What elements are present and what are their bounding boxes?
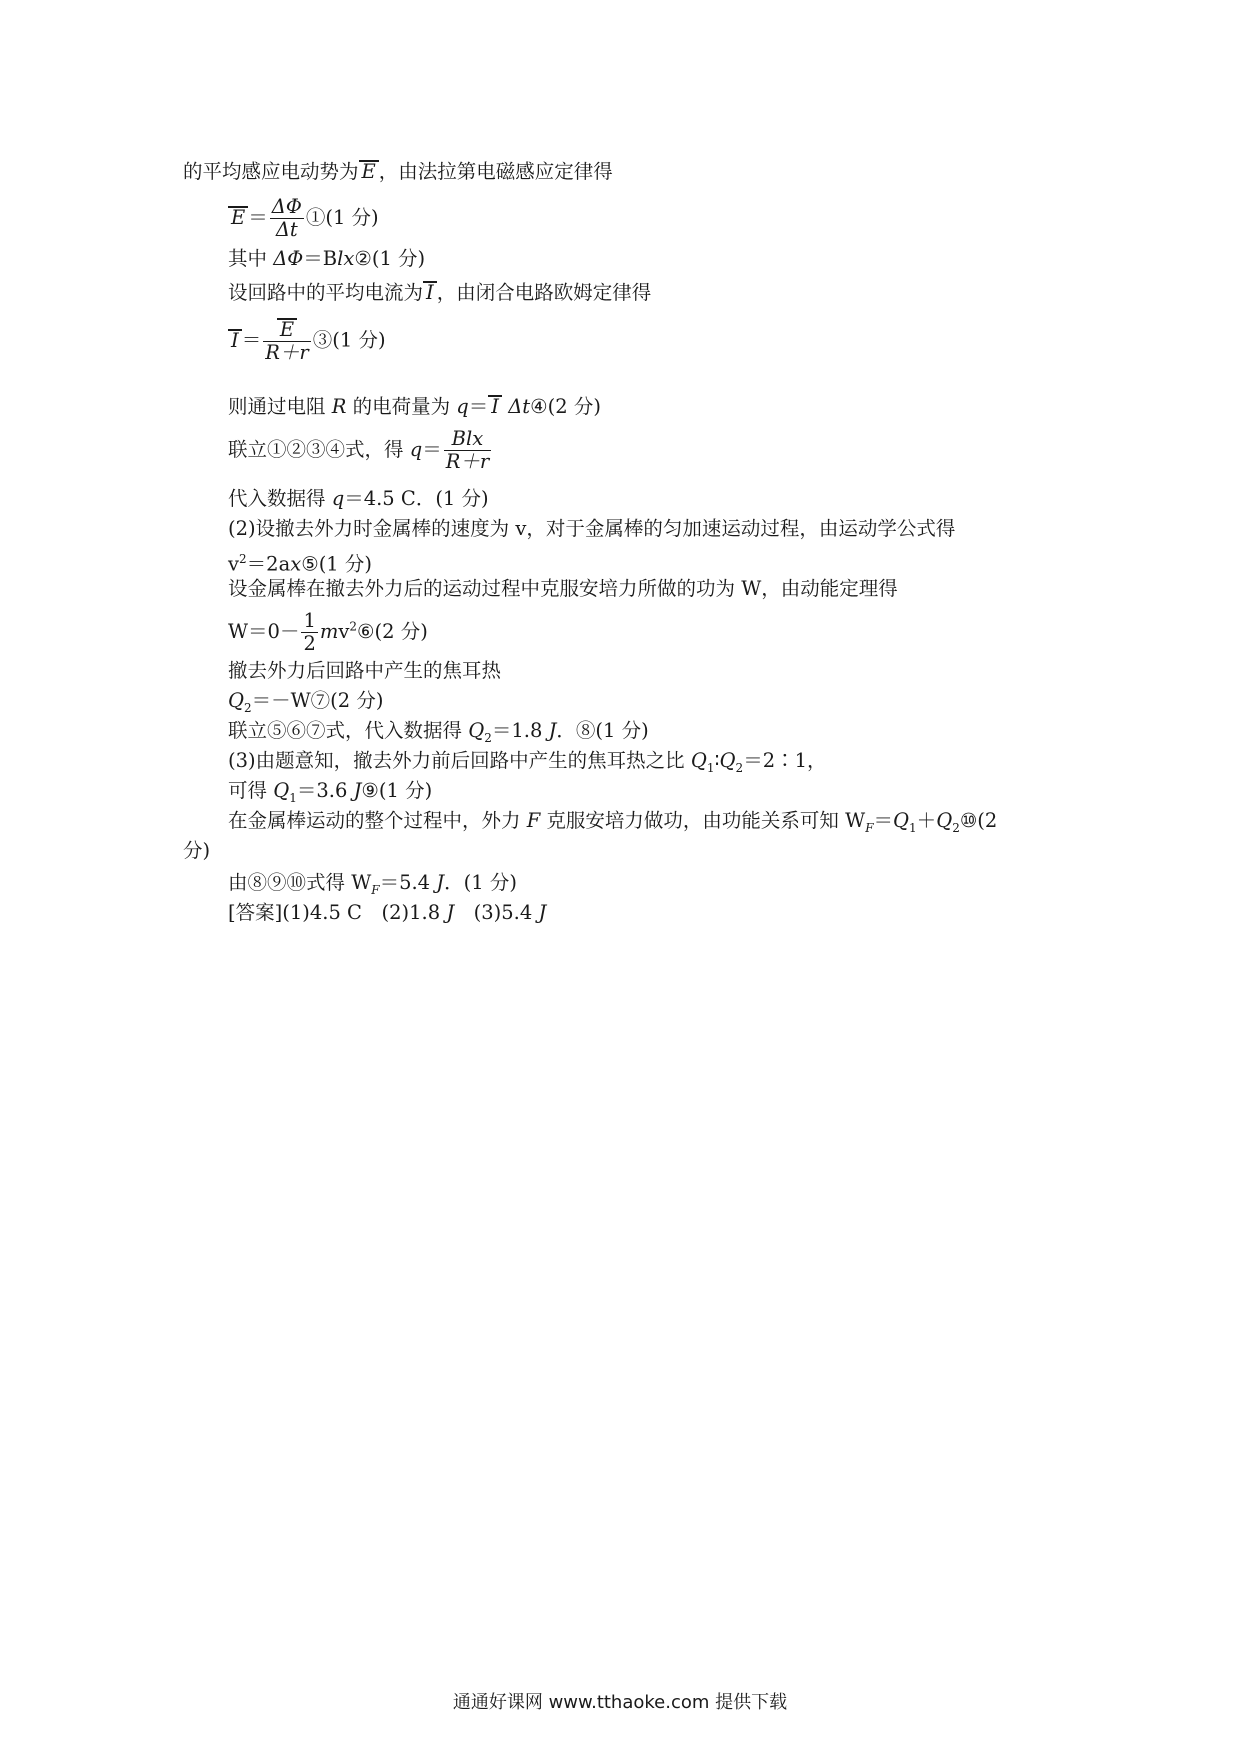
text-line: 分) xyxy=(183,839,211,862)
text-line xyxy=(228,688,384,721)
text-line xyxy=(228,486,489,512)
unit-joule: J xyxy=(446,901,455,924)
text-segment: 克服安培力做功，由功能关系可知 W xyxy=(540,809,866,832)
heat-symbol: Q xyxy=(936,809,953,832)
subscript: 1 xyxy=(909,820,917,835)
text-segment: 设回路中的平均电流为 xyxy=(228,281,424,304)
fraction-denominator: 2 xyxy=(303,632,316,655)
fraction-numerator: ΔΦ xyxy=(271,195,302,218)
equation-score: ．⑧(1 分) xyxy=(556,719,649,742)
text-segment: ＝5.4 xyxy=(379,871,437,894)
subscript: 1 xyxy=(289,790,297,805)
fraction-denominator: R＋r xyxy=(445,450,490,473)
unit-joule: J xyxy=(353,779,362,802)
equation-score: ⑥(2 分) xyxy=(357,620,428,643)
text-segment: (3)5.4 xyxy=(454,901,539,924)
equation-score: ③(1 分) xyxy=(312,328,386,352)
text-segment: 联立⑤⑥⑦式，代入数据得 xyxy=(228,719,469,742)
page-footer: 通通好课网 www.tthaoke.com 提供下载 xyxy=(452,1692,788,1713)
heat-symbol: Q xyxy=(273,779,290,802)
text-segment: 的电荷量为 xyxy=(346,395,457,418)
charge-symbol: q xyxy=(331,487,345,510)
subscript: F xyxy=(371,882,380,897)
text-line xyxy=(183,159,613,185)
text-segment: 的平均感应电动势为 xyxy=(183,160,359,183)
mean-current-symbol: I xyxy=(423,281,437,303)
text-segment: 其中 xyxy=(228,247,274,270)
ratio-colon: ∶ xyxy=(714,749,720,772)
text-segment: ＝3.6 xyxy=(296,779,354,802)
text-line xyxy=(228,718,649,751)
text-segment: 代入数据得 xyxy=(228,487,332,510)
unit-joule: J xyxy=(538,901,547,924)
text-segment: ＝B xyxy=(303,247,338,270)
equation-score: ⑤(1 分) xyxy=(301,552,373,576)
text-line xyxy=(228,546,372,578)
resistance-symbol: R xyxy=(331,395,347,418)
heat-symbol: Q xyxy=(893,809,910,832)
text-line xyxy=(228,246,425,272)
text-segment: v xyxy=(228,552,240,576)
text-line xyxy=(228,748,827,781)
fraction-denominator: Δt xyxy=(275,218,298,241)
equation-score: ⑨(1 分) xyxy=(361,779,433,802)
text-line: 设金属棒在撤去外力后的运动过程中克服安培力所做的功为 W，由动能定理得 xyxy=(228,577,898,600)
fraction-numerator xyxy=(263,318,311,342)
heat-symbol: Q xyxy=(228,689,244,712)
text-segment: ，由法拉第电磁感应定律得 xyxy=(378,160,613,183)
subscript: 2 xyxy=(244,700,252,715)
subscript: 2 xyxy=(735,760,744,775)
text-segment: ＝2∶1， xyxy=(743,749,827,772)
text-segment: W＝0－ xyxy=(228,620,300,643)
mean-emf-symbol: E xyxy=(359,160,379,182)
equals-sign: ＝ xyxy=(873,809,894,832)
equation-score: ⑩(2 xyxy=(959,809,998,832)
equals-sign: ＝ xyxy=(468,395,489,418)
fraction-numerator: 1 xyxy=(303,609,316,632)
exponent: 2 xyxy=(349,619,358,634)
text-segment: ＝－W⑦(2 分) xyxy=(251,689,384,712)
charge-symbol: q xyxy=(409,438,423,461)
text-line: 撤去外力后回路中产生的焦耳热 xyxy=(228,659,502,682)
heat-symbol: Q xyxy=(690,749,707,772)
subscript: 2 xyxy=(952,820,960,835)
text-segment: 则通过电阻 xyxy=(228,395,332,418)
heat-symbol: Q xyxy=(468,719,485,742)
mean-emf-symbol: E xyxy=(277,318,297,340)
text-line xyxy=(228,280,651,306)
text-line: (2)设撤去外力时金属棒的速度为 v，对于金属棒的匀加速运动过程，由运动学公式得 xyxy=(228,517,956,540)
mean-current-symbol: I xyxy=(228,329,242,351)
text-segment: ＝4.5 C．(1 分) xyxy=(344,487,489,510)
lx-symbol: lx xyxy=(337,247,355,270)
text-line xyxy=(228,428,493,473)
answer-line xyxy=(228,900,546,926)
x-symbol: x xyxy=(290,552,302,576)
text-segment: [答案](1)4.5 C (2)1.8 xyxy=(228,901,447,924)
text-line xyxy=(228,870,517,903)
text-segment: 可得 xyxy=(228,779,274,802)
delta-t-symbol: Δt xyxy=(508,395,531,418)
plus-sign: ＋ xyxy=(916,809,937,832)
equals-sign: ＝ xyxy=(422,438,442,461)
text-segment: 由⑧⑨⑩式得 W xyxy=(228,871,372,894)
fraction xyxy=(263,318,311,364)
equation-3 xyxy=(228,318,386,364)
force-symbol: F xyxy=(526,809,541,832)
text-segment: ，由闭合电路欧姆定律得 xyxy=(436,281,652,304)
unit-joule: J xyxy=(548,719,557,742)
equation-score: ①(1 分) xyxy=(305,206,379,229)
subscript: 1 xyxy=(706,760,715,775)
equation-score: ②(1 分) xyxy=(354,247,426,270)
text-line xyxy=(228,394,601,420)
equals-sign: ＝ xyxy=(241,328,262,352)
unit-joule: J xyxy=(436,871,445,894)
fraction xyxy=(444,428,492,473)
text-segment: ＝1.8 xyxy=(491,719,549,742)
text-line xyxy=(228,610,428,655)
fraction xyxy=(270,196,304,241)
equation-score: ．(1 分) xyxy=(444,871,517,894)
fraction-denominator: R＋r xyxy=(265,341,309,364)
text-line xyxy=(228,808,997,841)
text-segment: v xyxy=(338,620,350,643)
text-segment: (3)由题意知，撤去外力前后回路中产生的焦耳热之比 xyxy=(228,749,691,772)
subscript: F xyxy=(865,820,874,835)
equation-1 xyxy=(228,196,379,241)
fraction-numerator: Blx xyxy=(444,428,492,451)
subscript: 2 xyxy=(484,730,492,745)
fraction xyxy=(301,610,317,655)
charge-symbol: q xyxy=(456,395,469,418)
equals-sign: ＝ xyxy=(248,206,268,229)
equation-score: ④(2 分) xyxy=(530,395,601,418)
exponent: 2 xyxy=(239,552,247,566)
text-line xyxy=(228,778,432,811)
text-segment: ＝2a xyxy=(246,552,291,576)
delta-phi-symbol: ΔΦ xyxy=(273,247,304,270)
mean-current-symbol: I xyxy=(488,395,502,417)
text-segment: 在金属棒运动的整个过程中，外力 xyxy=(228,809,527,832)
mass-symbol: m xyxy=(319,620,339,643)
heat-symbol: Q xyxy=(719,749,736,772)
mean-emf-symbol: E xyxy=(228,206,248,228)
text-segment: 联立①②③④式，得 xyxy=(228,438,410,461)
